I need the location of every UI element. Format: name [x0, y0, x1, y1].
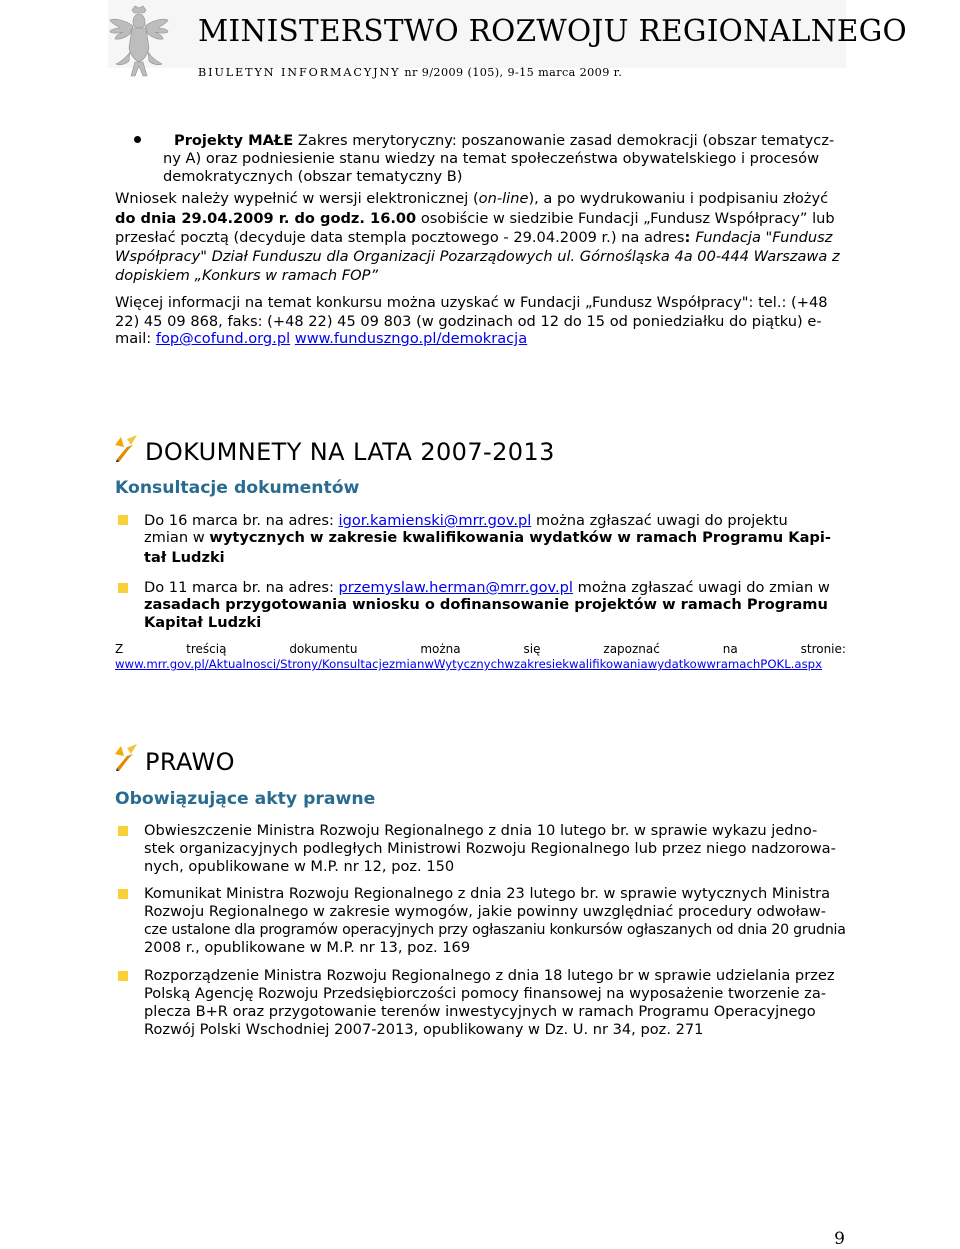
application-text: Wniosek należy wypełnić w wersji elektronicznej (	[115, 190, 479, 207]
projects-line-1	[174, 132, 846, 150]
note-word: dokumentu	[289, 642, 358, 656]
yellow-bullet-icon	[118, 826, 128, 836]
star-pencil-icon	[113, 435, 139, 463]
docs-item2-line2	[144, 596, 828, 614]
note-word: można	[420, 642, 461, 656]
projects-line-3: demokratycznych (obszar tematyczny B)	[163, 168, 463, 185]
contact-line-2: 22) 45 09 868, faks: (+48 22) 45 09 803 (w godzinach od 12 do 15 od poniedziałku do piątku) e-	[115, 313, 822, 330]
online-term: on-line	[478, 190, 529, 207]
law-item1-line3: nych, opublikowane w M.P. nr 12, poz. 150	[144, 858, 455, 875]
bulletin-name: BIULETYN INFORMACYJNY	[198, 66, 401, 79]
address-street: Współpracy" Dział Funduszu dla Organizacji Pozarządowych ul. Górnośląska 4a 00-444 Warszawa z	[115, 248, 840, 265]
bullet-dot	[134, 136, 141, 143]
docs-item1-email-link[interactable]: igor.kamienski@mrr.gov.pl	[338, 512, 532, 529]
note-word: się	[523, 642, 541, 656]
deadline: do dnia 29.04.2009 r. do godz. 16.00	[115, 210, 417, 227]
docs-item2-line1	[144, 579, 830, 597]
deadline-text: osobiście w siedzibie Fundacji „Fundusz Współpracy” lub	[416, 210, 835, 227]
yellow-bullet-icon	[118, 583, 128, 593]
docs-note-link[interactable]: www.mrr.gov.pl/Aktualnosci/Strony/KonsultacjezmianwWytycznychwzakresiekwalifikowaniawydatkowwramachPOKL.aspx	[115, 657, 823, 671]
application-line-1	[115, 190, 828, 208]
law-item3-line2: Polską Agencję Rozwoju Przedsiębiorczości pomocy finansowej na wyposażenie tworzenie za-	[144, 985, 827, 1002]
docs-item2-text-cont: można zgłaszać uwagi do zmian w	[573, 579, 830, 596]
application-line-5	[115, 267, 378, 285]
docs-item1-bold: wytycznych w zakresie kwalifikowania wydatków w ramach Programu Kapi-	[209, 529, 831, 546]
web-link[interactable]: www.funduszngo.pl/demokracja	[294, 330, 528, 347]
law-item1-line2: stek organizacyjnych podległych Ministrowi Rozwoju Regionalnego lub przez niego nadzorowa-	[144, 840, 836, 857]
eagle-emblem-logo	[108, 4, 170, 82]
yellow-bullet-icon	[118, 889, 128, 899]
law-item2-line2: Rozwoju Regionalnego w zakresie wymogów, jakie powinny uwzględniać procedury odwoław-	[144, 903, 826, 920]
section-title-law: PRAWO	[145, 748, 235, 776]
law-item3-line4: Rozwój Polski Wschodniej 2007-2013, opublikowany w Dz. U. nr 34, poz. 271	[144, 1021, 704, 1038]
docs-item1-line2	[144, 529, 831, 547]
projects-text: Zakres merytoryczny: poszanowanie zasad demokracji (obszar tematycz-	[293, 132, 835, 149]
docs-item2-bold-end: Kapitał Ludzki	[144, 614, 262, 631]
docs-item1-line3	[144, 549, 225, 567]
law-item2-line4: 2008 r., opublikowane w M.P. nr 13, poz. 169	[144, 939, 471, 956]
bulletin-issue: nr 9/2009 (105), 9-15 marca 2009 r.	[400, 66, 623, 79]
email-link[interactable]: fop@cofund.org.pl	[155, 330, 291, 347]
contact-line-1: Więcej informacji na temat konkursu można uzyskać w Fundacji „Fundusz Współpracy": tel.: (+48	[115, 294, 828, 311]
note-word: na	[722, 642, 738, 656]
address-text: przesłać pocztą (decyduje data stempla pocztowego - 29.04.2009 r.) na adres	[115, 229, 685, 246]
law-item2-line1: Komunikat Ministra Rozwoju Regionalnego z dnia 23 lutego br. w sprawie wytycznych Ministra	[144, 885, 831, 902]
application-line-2	[115, 210, 835, 228]
projects-title: Projekty MAŁE	[174, 132, 294, 149]
address-foundation: Fundacja "Fundusz	[695, 229, 833, 246]
docs-item1-bold-end: tał Ludzki	[144, 549, 225, 566]
address-colon: :	[684, 229, 696, 246]
docs-item1-line1	[144, 512, 788, 530]
docs-item2-text: Do 11 marca br. na adres:	[144, 579, 339, 596]
application-line-3	[115, 229, 832, 247]
section-subtitle-acts: Obowiązujące akty prawne	[115, 789, 376, 809]
note-word: zapoznać	[603, 642, 660, 656]
docs-note-link-line	[115, 655, 822, 673]
page-number: 9	[834, 1229, 845, 1249]
law-item3-line1: Rozporządzenie Ministra Rozwoju Regionalnego z dnia 18 lutego br w sprawie udzielania przez	[144, 967, 835, 984]
section-subtitle-consultations: Konsultacje dokumentów	[115, 478, 360, 498]
docs-item2-line3	[144, 614, 261, 632]
section-title-docs: DOKUMNETY NA LATA 2007-2013	[145, 438, 555, 466]
law-item2-line3: cze ustalone dla programów operacyjnych przy ogłaszaniu konkursów ogłaszanych od dnia 20 grudnia	[144, 921, 846, 938]
note-word: stronie:	[800, 642, 846, 656]
yellow-bullet-icon	[118, 971, 128, 981]
docs-item2-email-link[interactable]: przemyslaw.herman@mrr.gov.pl	[338, 579, 573, 596]
docs-item1-text: Do 16 marca br. na adres:	[144, 512, 339, 529]
address-note: dopiskiem „Konkurs w ramach FOP”	[115, 267, 379, 284]
contact-line-3	[115, 330, 527, 348]
yellow-bullet-icon	[118, 515, 128, 525]
bulletin-issue-line	[198, 66, 622, 80]
docs-item2-bold: zasadach przygotowania wniosku o dofinansowanie projektów w ramach Programu	[144, 596, 828, 613]
email-prefix: mail:	[115, 330, 156, 347]
docs-item1-prefix: zmian w	[144, 529, 210, 546]
law-item1-line1: Obwieszczenie Ministra Rozwoju Regionalnego z dnia 10 lutego br. w sprawie wykazu jedno-	[144, 822, 818, 839]
application-text-cont: ), a po wydrukowaniu i podpisaniu złożyć	[528, 190, 829, 207]
application-line-4	[115, 248, 840, 266]
law-item3-line3: plecza B+R oraz przygotowanie terenów inwestycyjnych w ramach Programu Operacyjnego	[144, 1003, 816, 1020]
ministry-title: MINISTERSTWO ROZWOJU REGIONALNEGO	[198, 14, 908, 48]
docs-item1-text-cont: można zgłaszać uwagi do projektu	[531, 512, 788, 529]
note-word: treścią	[186, 642, 227, 656]
star-pencil-icon	[113, 744, 139, 772]
note-word: Z	[115, 642, 124, 656]
projects-line-2: ny A) oraz podniesienie stanu wiedzy na temat społeczeństwa obywatelskiego i procesów	[163, 150, 820, 167]
